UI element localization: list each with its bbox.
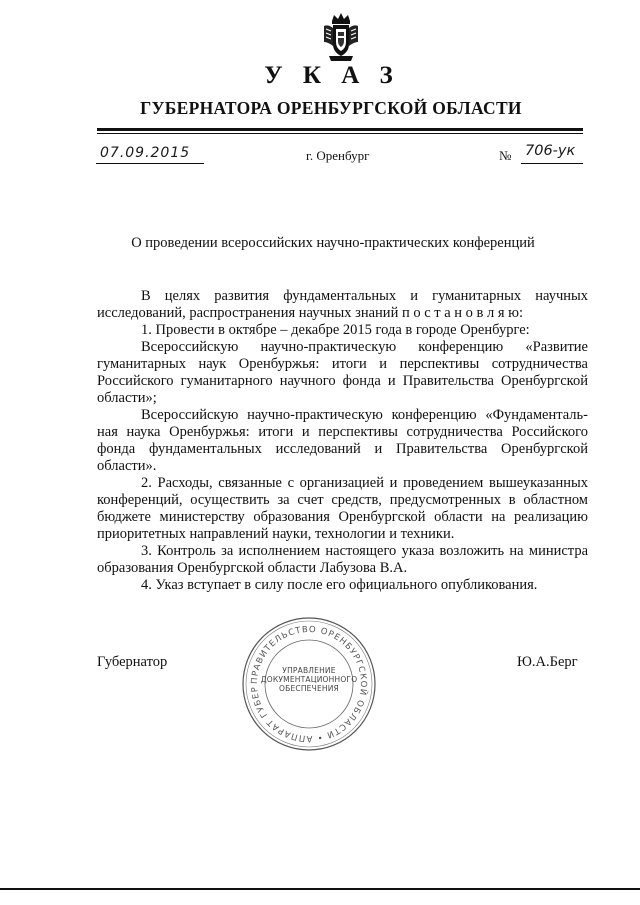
seal-line-2: ДОКУМЕНТАЦИОННОГО — [260, 675, 358, 684]
date-underline — [96, 163, 204, 164]
official-seal-icon — [239, 614, 379, 754]
signatory-name: Ю.А.Берг — [517, 654, 578, 670]
issuer-subtitle: ГУБЕРНАТОРА ОРЕНБУРГСКОЙ ОБЛАСТИ — [140, 98, 522, 118]
signatory-position: Губернатор — [97, 654, 168, 670]
body-paragraph-item-2: 2. Расходы, связанные с организацией и проведением вышеуказанных конференций, осуществить за счет средств, предусмотренных в областном бюджете министерству образования Оренбургской области на реализацию приоритетных направлений науки, технологии и техники. — [97, 475, 588, 542]
seal-line-1: УПРАВЛЕНИЕ — [282, 666, 336, 675]
body-paragraph-item-3: 3. Контроль за исполнением настоящего указа возложить на министра образования Оренбургской области Лабузова В.А. — [97, 543, 588, 576]
seal-ring-text: ПРАВИТЕЛЬСТВО ОРЕНБУРГСКОЙ ОБЛАСТИ • АППАРАТ ГУБЕР — [249, 624, 369, 743]
header-divider-thin — [97, 133, 583, 134]
seal-line-3: ОБЕСПЕЧЕНИЯ — [279, 684, 339, 693]
body-paragraph-preamble: В целях развития фундаментальных и гуманитарных научных исследований, распространения научных знаний п о с т а н о в л я ю: — [97, 288, 588, 321]
seal-center-text — [239, 666, 379, 693]
document-type-title: У К А З — [264, 62, 400, 89]
decree-city: г. Оренбург — [306, 148, 370, 163]
decree-date: 07.09.2015 — [100, 145, 191, 161]
coat-of-arms-icon — [321, 12, 361, 62]
body-paragraph-conference-1: Всероссийскую научно-практическую конференцию «Развитие гуманитарных наук Оренбуржья: итоги и перспективы сотрудничества Российского гуманитарного научного фонда и Правительства Оренбургской области»; — [97, 339, 588, 406]
decree-number: 706-ук — [525, 143, 576, 159]
body-paragraph-conference-2: Всероссийскую научно-практическую конференцию «Фундаменталь-ная наука Оренбуржья: итоги и перспективы сотрудничества Российского фонда фундаментальных исследований и Правительства Оренбургской области». — [97, 407, 588, 474]
body-paragraph-item-1: 1. Провести в октябре – декабре 2015 года в городе Оренбурге: — [141, 322, 530, 338]
header-divider-thick — [97, 128, 583, 131]
decree-subject: О проведении всероссийских научно-практических конференций — [131, 235, 535, 251]
decree-body — [97, 288, 588, 594]
number-sign: № — [499, 148, 512, 163]
number-underline — [521, 163, 583, 164]
footer-divider — [0, 888, 640, 890]
decree-date-field — [96, 145, 206, 167]
decree-number-field — [499, 143, 589, 167]
body-paragraph-item-4: 4. Указ вступает в силу после его официального опубликования. — [141, 577, 538, 593]
